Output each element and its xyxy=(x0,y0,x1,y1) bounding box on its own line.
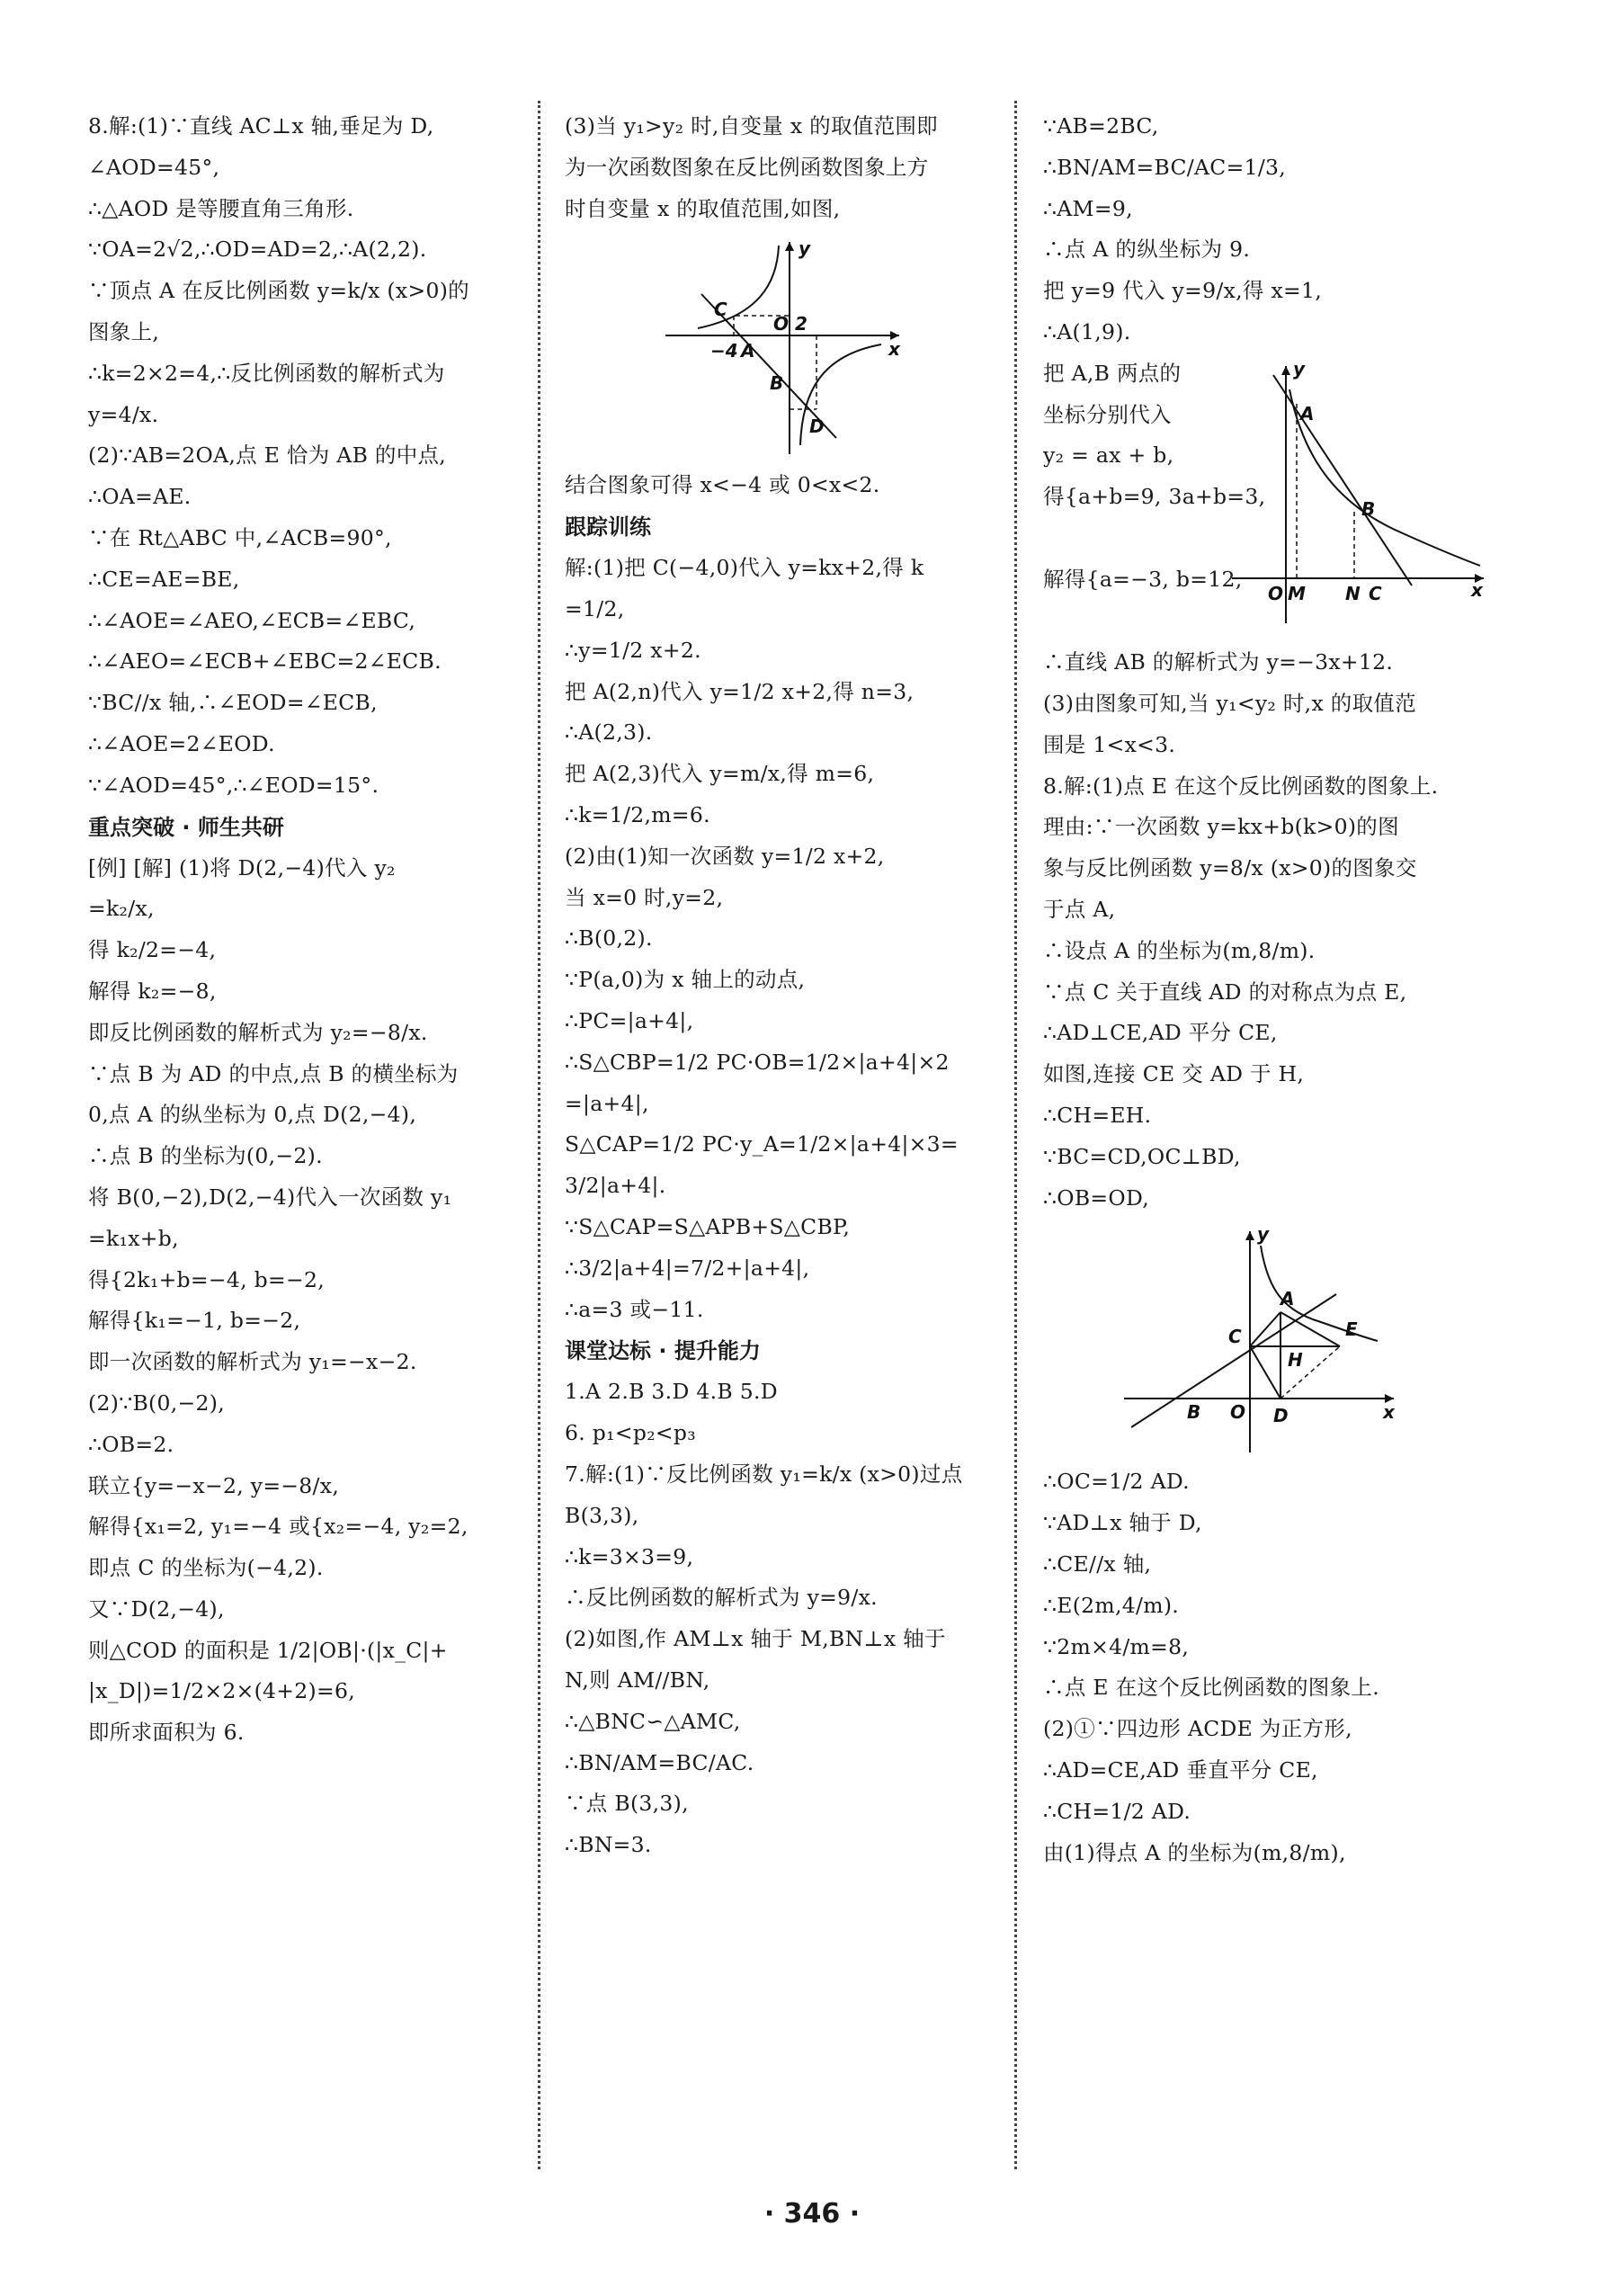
text-line: 解:(1)把 C(−4,0)代入 y=kx+2,得 k xyxy=(565,555,924,581)
text-line: ∴a=3 或−11. xyxy=(565,1296,704,1322)
text-line: (2)如图,作 AM⊥x 轴于 M,BN⊥x 轴于 xyxy=(565,1626,946,1652)
point-label-a: A xyxy=(1280,1288,1295,1310)
text-line: ∴k=3×3=9, xyxy=(565,1543,694,1569)
section-heading: 重点突破 · 师生共研 xyxy=(88,814,284,840)
text-line: (3)由图象可知,当 y₁<y₂ 时,x 的取值范 xyxy=(1043,690,1416,716)
point-label-b: B xyxy=(1361,497,1376,520)
text-line: 解得{a=−3, b=12, xyxy=(1043,567,1243,593)
text-line: y₂ = ax + b, xyxy=(1043,442,1174,469)
text-line: ∴y=1/2 x+2. xyxy=(565,637,701,663)
text-line: 得{a+b=9, 3a+b=3, xyxy=(1043,484,1266,510)
text-line: ∴BN/AM=BC/AC=1/3, xyxy=(1043,154,1287,180)
text-line: 解得{x₁=2, y₁=−4 或{x₂=−4, y₂=2, xyxy=(88,1514,468,1540)
origin-label: O xyxy=(1268,582,1284,604)
text-line: ∵BC=CD,OC⊥BD, xyxy=(1043,1143,1241,1169)
text-line: ∴AD=CE,AD 垂直平分 CE, xyxy=(1043,1756,1318,1783)
point-label-a: A xyxy=(1300,402,1315,425)
text-line: 当 x=0 时,y=2, xyxy=(565,884,724,910)
text-line: 把 y=9 代入 y=9/x,得 x=1, xyxy=(1043,278,1323,304)
text-line: 又∵D(2,−4), xyxy=(88,1595,225,1622)
text-line: ∴∠AOE=∠AEO,∠ECB=∠EBC, xyxy=(88,607,416,633)
text-line: ∴S△CBP=1/2 PC·OB=1/2×|a+4|×2 xyxy=(565,1049,950,1075)
text-line: 解得 k₂=−8, xyxy=(88,978,217,1004)
point-label-c: C xyxy=(714,299,727,321)
text-line: 为一次函数图象在反比例函数图象上方 xyxy=(565,154,929,180)
point-label-n: N xyxy=(1345,582,1361,604)
text-line: ∴∠AOE=2∠EOD. xyxy=(88,730,275,756)
text-line: ∴点 E 在这个反比例函数的图象上. xyxy=(1043,1675,1379,1701)
text-line: ∴CH=1/2 AD. xyxy=(1043,1798,1191,1824)
text-line: (3)当 y₁>y₂ 时,自变量 x 的取值范围即 xyxy=(565,113,938,139)
text-line: 则△COD 的面积是 1/2|OB|·(|x_C|+ xyxy=(88,1637,448,1663)
text-line: ∴CH=EH. xyxy=(1043,1102,1152,1128)
text-line: 8.解:(1)点 E 在这个反比例函数的图象上. xyxy=(1043,773,1439,799)
text-line: 8.解:(1)∵直线 AC⊥x 轴,垂足为 D, xyxy=(88,113,434,139)
point-label-c: C xyxy=(1228,1326,1242,1348)
text-line: ∴∠AEO=∠ECB+∠EBC=2∠ECB. xyxy=(88,648,442,675)
tick-label-2: 2 xyxy=(795,313,808,335)
text-line: ∴B(0,2). xyxy=(565,925,653,952)
text-line: 如图,连接 CE 交 AD 于 H, xyxy=(1043,1061,1305,1087)
text-line: ∴OB=OD, xyxy=(1043,1184,1150,1211)
text-line: 7.解:(1)∵反比例函数 y₁=k/x (x>0)过点 xyxy=(565,1461,963,1487)
text-line: 把 A(2,n)代入 y=1/2 x+2,得 n=3, xyxy=(565,678,915,704)
text-line: 联立{y=−x−2, y=−8/x, xyxy=(88,1472,340,1498)
point-label-d: D xyxy=(809,416,825,438)
text-line: 即所求面积为 6. xyxy=(88,1720,245,1746)
text-with-figure xyxy=(1043,353,1511,642)
text-line: 将 B(0,−2),D(2,−4)代入一次函数 y₁ xyxy=(88,1184,452,1210)
text-line: (2)∵B(0,−2), xyxy=(88,1390,225,1416)
text-line: ∵点 B(3,3), xyxy=(565,1791,689,1817)
text-line: ∵P(a,0)为 x 轴上的动点, xyxy=(565,967,806,993)
function-graph-1 xyxy=(565,229,998,465)
text-line: 把 A(2,3)代入 y=m/x,得 m=6, xyxy=(565,761,875,787)
point-label-h: H xyxy=(1288,1349,1303,1372)
text-line: 得{2k₁+b=−4, b=−2, xyxy=(88,1266,326,1292)
section-heading: 课堂达标 · 提升能力 xyxy=(565,1338,761,1364)
text-line: 1.A 2.B 3.D 4.B 5.D xyxy=(565,1379,778,1405)
text-line: ∠AOD=45°, xyxy=(88,154,220,180)
text-line: |x_D|)=1/2×2×(4+2)=6, xyxy=(88,1678,356,1704)
text-line: B(3,3), xyxy=(565,1502,639,1528)
text-line: ∴k=1/2,m=6. xyxy=(565,801,710,827)
text-line: ∵S△CAP=S△APB+S△CBP, xyxy=(565,1213,851,1239)
text-line: (2)①∵四边形 ACDE 为正方形, xyxy=(1043,1716,1352,1742)
text-line: ∵AB=2BC, xyxy=(1043,113,1159,139)
text-line: ∴点 B 的坐标为(0,−2). xyxy=(88,1143,323,1169)
text-line: 理由:∵一次函数 y=kx+b(k>0)的图 xyxy=(1043,814,1399,840)
text-line: 图象上, xyxy=(88,318,160,344)
text-line: 即点 C 的坐标为(−4,2). xyxy=(88,1555,324,1581)
text-line: ∴点 A 的纵坐标为 9. xyxy=(1043,237,1251,263)
text-line: ∴OB=2. xyxy=(88,1431,174,1457)
text-line: ∴BN=3. xyxy=(565,1832,652,1858)
origin-label: O xyxy=(773,313,790,335)
text-line: ∴3/2|a+4|=7/2+|a+4|, xyxy=(565,1255,810,1281)
point-label-e: E xyxy=(1345,1318,1358,1341)
text-line: 围是 1<x<3. xyxy=(1043,731,1176,757)
text-line: ∴AD⊥CE,AD 平分 CE, xyxy=(1043,1020,1278,1046)
point-label-d: D xyxy=(1273,1405,1289,1427)
text-line: 由(1)得点 A 的坐标为(m,8/m), xyxy=(1043,1839,1346,1865)
text-line: 3/2|a+4|. xyxy=(565,1173,666,1199)
column-divider-1 xyxy=(538,101,540,2169)
text-line: =|a+4|, xyxy=(565,1090,649,1116)
text-line: ∵2m×4/m=8, xyxy=(1043,1633,1190,1659)
text-line: 6. p₁<p₂<p₃ xyxy=(565,1420,696,1446)
axis-label-y: y xyxy=(1257,1223,1270,1246)
text-line: 解得{k₁=−1, b=−2, xyxy=(88,1308,301,1334)
text-line: 即一次函数的解析式为 y₁=−x−2. xyxy=(88,1349,417,1375)
text-line: 结合图象可得 x<−4 或 0<x<2. xyxy=(565,472,880,498)
axis-label-x: x xyxy=(888,338,900,361)
text-line: (2)∵AB=2OA,点 E 恰为 AB 的中点, xyxy=(88,442,447,469)
text-line: ∴E(2m,4/m). xyxy=(1043,1592,1180,1618)
text-line: ∴PC=|a+4|, xyxy=(565,1007,694,1033)
text-line: ∴BN/AM=BC/AC. xyxy=(565,1749,754,1775)
text-line: 0,点 A 的纵坐标为 0,点 D(2,−4), xyxy=(88,1102,417,1128)
text-line: 得 k₂/2=−4, xyxy=(88,937,217,963)
page-number: · 346 · xyxy=(763,2198,861,2230)
text-line: 象与反比例函数 y=8/x (x>0)的图象交 xyxy=(1043,855,1417,881)
point-label-b: B xyxy=(1187,1401,1201,1424)
text-line: [例] [解] (1)将 D(2,−4)代入 y₂ xyxy=(88,854,396,880)
column-2 xyxy=(565,106,998,1866)
text-line: =k₂/x, xyxy=(88,896,155,922)
side-text xyxy=(1043,353,1266,642)
text-line: ∵顶点 A 在反比例函数 y=k/x (x>0)的 xyxy=(88,278,469,304)
point-label-c: C xyxy=(1369,582,1382,604)
axis-label-y: y xyxy=(799,237,811,260)
point-label-b: B xyxy=(770,372,784,395)
text-line: N,则 AM//BN, xyxy=(565,1667,710,1693)
column-divider-2 xyxy=(1014,101,1017,2169)
section-heading: 跟踪训练 xyxy=(565,514,651,541)
text-line: ∴直线 AB 的解析式为 y=−3x+12. xyxy=(1043,649,1394,675)
text-line: ∵∠AOD=45°,∴∠EOD=15°. xyxy=(88,772,379,798)
column-3 xyxy=(1043,106,1511,1873)
graph-3-svg xyxy=(1043,1219,1511,1461)
axis-label-x: x xyxy=(1471,578,1483,601)
text-line: ∵AD⊥x 轴于 D, xyxy=(1043,1510,1202,1536)
text-line: ∴CE=AE=BE, xyxy=(88,566,240,592)
text-line: 于点 A, xyxy=(1043,896,1116,922)
text-line: ∴反比例函数的解析式为 y=9/x. xyxy=(565,1585,878,1611)
text-line: ∴A(2,3). xyxy=(565,719,653,746)
function-graph-3 xyxy=(1043,1219,1511,1461)
text-line: =k₁x+b, xyxy=(88,1225,179,1251)
graph-1-svg xyxy=(565,229,998,465)
text-line: ∵OA=2√2,∴OD=AD=2,∴A(2,2). xyxy=(88,237,427,263)
text-line: ∴OA=AE. xyxy=(88,484,192,510)
axis-label-x: x xyxy=(1383,1401,1395,1424)
text-line: ∴CE//x 轴, xyxy=(1043,1551,1152,1577)
text-line: 把 A,B 两点的 xyxy=(1043,360,1182,386)
text-line: ∴△AOD 是等腰直角三角形. xyxy=(88,195,354,221)
function-graph-2 xyxy=(1223,353,1493,641)
point-label-m: M xyxy=(1288,582,1306,604)
text-line: ∴A(1,9). xyxy=(1043,318,1131,344)
text-line: ∵BC//x 轴,∴∠EOD=∠ECB, xyxy=(88,690,378,716)
text-line: 时自变量 x 的取值范围,如图, xyxy=(565,195,841,221)
text-line: =1/2, xyxy=(565,595,625,621)
text-line: 坐标分别代入 xyxy=(1043,401,1172,427)
origin-label: O xyxy=(1230,1401,1246,1424)
text-line: ∴OC=1/2 AD. xyxy=(1043,1469,1190,1495)
text-line: ∵在 Rt△ABC 中,∠ACB=90°, xyxy=(88,524,392,550)
column-1 xyxy=(88,106,522,1754)
axis-label-y: y xyxy=(1293,357,1306,380)
text-line: y=4/x. xyxy=(88,401,159,427)
text-line: (2)由(1)知一次函数 y=1/2 x+2, xyxy=(565,843,885,869)
text-line: ∵点 C 关于直线 AD 的对称点为点 E, xyxy=(1043,979,1407,1005)
tick-label-minus-4: −4 xyxy=(710,340,738,362)
text-line: 即反比例函数的解析式为 y₂=−8/x. xyxy=(88,1019,428,1045)
text-line: ∴AM=9, xyxy=(1043,195,1133,221)
text-line: ∴△BNC∽△AMC, xyxy=(565,1708,741,1734)
text-line: S△CAP=1/2 PC·y_A=1/2×|a+4|×3= xyxy=(565,1131,959,1157)
text-line: ∴设点 A 的坐标为(m,8/m). xyxy=(1043,937,1316,963)
point-label-a: A xyxy=(741,340,755,362)
text-line: ∵点 B 为 AD 的中点,点 B 的横坐标为 xyxy=(88,1060,459,1086)
text-line: ∴k=2×2=4,∴反比例函数的解析式为 xyxy=(88,360,445,386)
graph-2-svg xyxy=(1223,353,1493,641)
